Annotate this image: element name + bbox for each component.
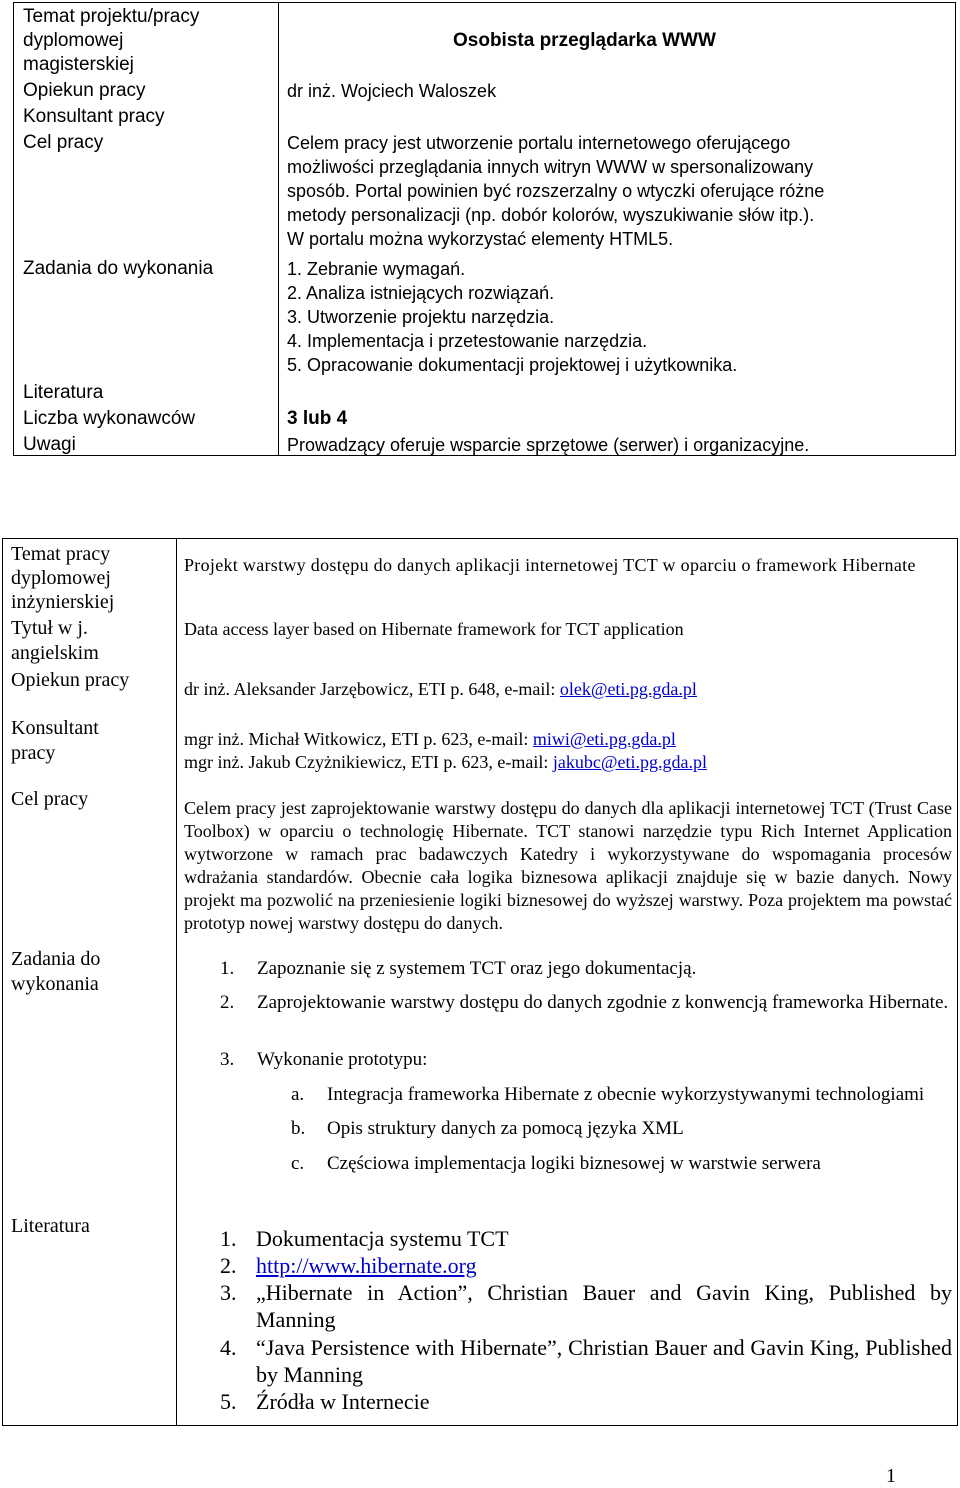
column-divider xyxy=(176,539,177,1425)
team-size: 3 lub 4 xyxy=(287,408,348,429)
label-temat-line2: dyplomowej xyxy=(23,30,124,51)
goal-line-4: metody personalizacji (np. dobór kolorów, wyszukiwanie słów itp.). xyxy=(287,205,815,225)
task-3-text: Wykonanie prototypu: xyxy=(257,1049,428,1070)
project-title: Osobista przeglądarka WWW xyxy=(453,30,716,51)
page-number: 1 xyxy=(886,1465,896,1487)
english-title: Data access layer based on Hibernate framework for TCT application xyxy=(184,619,684,639)
label-temat-line3: magisterskiej xyxy=(23,54,134,75)
consultant-2-email-link[interactable]: jakubc@eti.pg.gda.pl xyxy=(552,752,707,772)
task-4: 4. Implementacja i przetestowanie narzędzia. xyxy=(287,331,648,351)
thesis-goal: Celem pracy jest zaprojektowanie warstwy dostępu do danych dla aplikacji internetowej TCT (Trust Case Toolbox) w oparciu o technologię Hibernate. TCT stanowi narzędzie typu Rich Internet Application wytworzone w ramach prac badawczych Katedry i wykorzystywane do wspomagania procesów wdrażania standardów. Obecnie cała logika biznesowa aplikacji znajduje się w bazie danych. Nowy projekt ma pozwolić na przeniesienie logiki biznesowej do wyższej warstwy. Poza projektem ma powstać prototyp nowej warstwy dostępu do danych. xyxy=(184,798,952,933)
project-table-1 xyxy=(13,2,956,456)
ref-2-link[interactable]: http://www.hibernate.org xyxy=(256,1253,477,1278)
thesis-title: Projekt warstwy dostępu do danych aplikacji internetowej TCT w oparciu o framework Hibernate xyxy=(184,555,916,575)
label-konsultant-line1: Konsultant xyxy=(11,717,99,739)
project-table-2 xyxy=(2,538,958,1426)
consultant-1-info: mgr inż. Michał Witkowicz, ETI p. 623, e-mail: xyxy=(184,729,533,749)
subtask-c-text: Częściowa implementacja logiki biznesowej w warstwie serwera xyxy=(327,1153,821,1174)
label-temat-line1: Temat pracy xyxy=(11,543,111,565)
ref-5-num: 5. xyxy=(220,1389,237,1414)
task-1-num: 1. xyxy=(220,958,235,979)
label-liczba: Liczba wykonawców xyxy=(23,408,196,429)
task-2-num: 2. xyxy=(220,992,235,1013)
subtask-b-num: b. xyxy=(291,1118,306,1139)
subtask-c-num: c. xyxy=(291,1153,305,1174)
label-temat-line2: dyplomowej xyxy=(11,567,111,589)
references-list xyxy=(184,1225,952,1415)
ref-3-text: „Hibernate in Action”, Christian Bauer and Gavin King, Published by Manning xyxy=(256,1280,952,1332)
label-literatura: Literatura xyxy=(23,382,104,403)
consultant-1 xyxy=(184,728,952,751)
label-opiekun: Opiekun pracy xyxy=(23,80,146,101)
task-2: 2. Analiza istniejących rozwiązań. xyxy=(287,283,555,303)
ref-4-text: “Java Persistence with Hibernate”, Christian Bauer and Gavin King, Published by Manning xyxy=(256,1335,952,1387)
supervisor-info: dr inż. Aleksander Jarzębowicz, ETI p. 648, e-mail: xyxy=(184,679,560,699)
subtask-a-num: a. xyxy=(291,1084,305,1105)
task-1: 1. Zebranie wymagań. xyxy=(287,259,466,279)
task-2-text: Zaprojektowanie warstwy dostępu do danych zgodnie z konwencją frameworka Hibernate. xyxy=(257,992,949,1013)
ref-1-num: 1. xyxy=(220,1226,237,1251)
label-uwagi: Uwagi xyxy=(23,434,76,455)
goal-line-3: sposób. Portal powinien być rozszerzalny o wtyczki oferujące różne xyxy=(287,181,825,201)
label-tytul-line1: Tytuł w j. xyxy=(11,617,88,639)
label-tytul-line2: angielskim xyxy=(11,642,99,664)
ref-3-num: 3. xyxy=(220,1280,237,1305)
tasks-list xyxy=(184,957,952,1177)
task-1-text: Zapoznanie się z systemem TCT oraz jego dokumentacją. xyxy=(257,958,697,979)
label-opiekun: Opiekun pracy xyxy=(11,669,130,691)
label-cel: Cel pracy xyxy=(11,788,89,810)
task-5: 5. Opracowanie dokumentacji projektowej i użytkownika. xyxy=(287,355,738,375)
ref-5-text: Źródła w Internecie xyxy=(256,1389,430,1414)
notes: Prowadzący oferuje wsparcie sprzętowe (serwer) i organizacyjne. xyxy=(287,435,810,455)
subtask-b-text: Opis struktury danych za pomocą języka XML xyxy=(327,1118,684,1139)
ref-4-num: 4. xyxy=(220,1335,237,1360)
label-konsultant: Konsultant pracy xyxy=(23,106,165,127)
ref-1-text: Dokumentacja systemu TCT xyxy=(256,1226,509,1251)
label-zadania: Zadania do wykonania xyxy=(23,258,214,279)
supervisor xyxy=(184,678,952,701)
label-zadania-line1: Zadania do xyxy=(11,948,101,970)
supervisor-email-link[interactable]: olek@eti.pg.gda.pl xyxy=(559,679,697,699)
label-cel: Cel pracy xyxy=(23,132,104,153)
consultant-2 xyxy=(184,751,952,774)
consultant-2-info: mgr inż. Jakub Czyżnikiewicz, ETI p. 623, e-mail: xyxy=(184,752,553,772)
goal-line-5: W portalu można wykorzystać elementy HTML5. xyxy=(287,229,674,249)
subtask-a-text: Integracja frameworka Hibernate z obecnie wykorzystywanymi technologiami xyxy=(327,1084,925,1105)
label-literatura: Literatura xyxy=(11,1215,90,1237)
label-konsultant-line2: pracy xyxy=(11,742,56,764)
goal-line-1: Celem pracy jest utworzenie portalu internetowego oferującego xyxy=(287,133,791,153)
goal-line-2: możliwości przeglądania innych witryn WWW w spersonalizowany xyxy=(287,157,814,177)
task-3: 3. Utworzenie projektu narzędzia. xyxy=(287,307,555,327)
task-3-num: 3. xyxy=(220,1049,235,1070)
column-divider xyxy=(278,3,279,455)
supervisor: dr inż. Wojciech Waloszek xyxy=(287,81,497,101)
label-zadania-line2: wykonania xyxy=(11,973,99,995)
label-temat-line3: inżynierskiej xyxy=(11,591,115,613)
label-temat-line1: Temat projektu/pracy xyxy=(23,6,200,27)
consultant-1-email-link[interactable]: miwi@eti.pg.gda.pl xyxy=(532,729,676,749)
ref-2-num: 2. xyxy=(220,1253,237,1278)
